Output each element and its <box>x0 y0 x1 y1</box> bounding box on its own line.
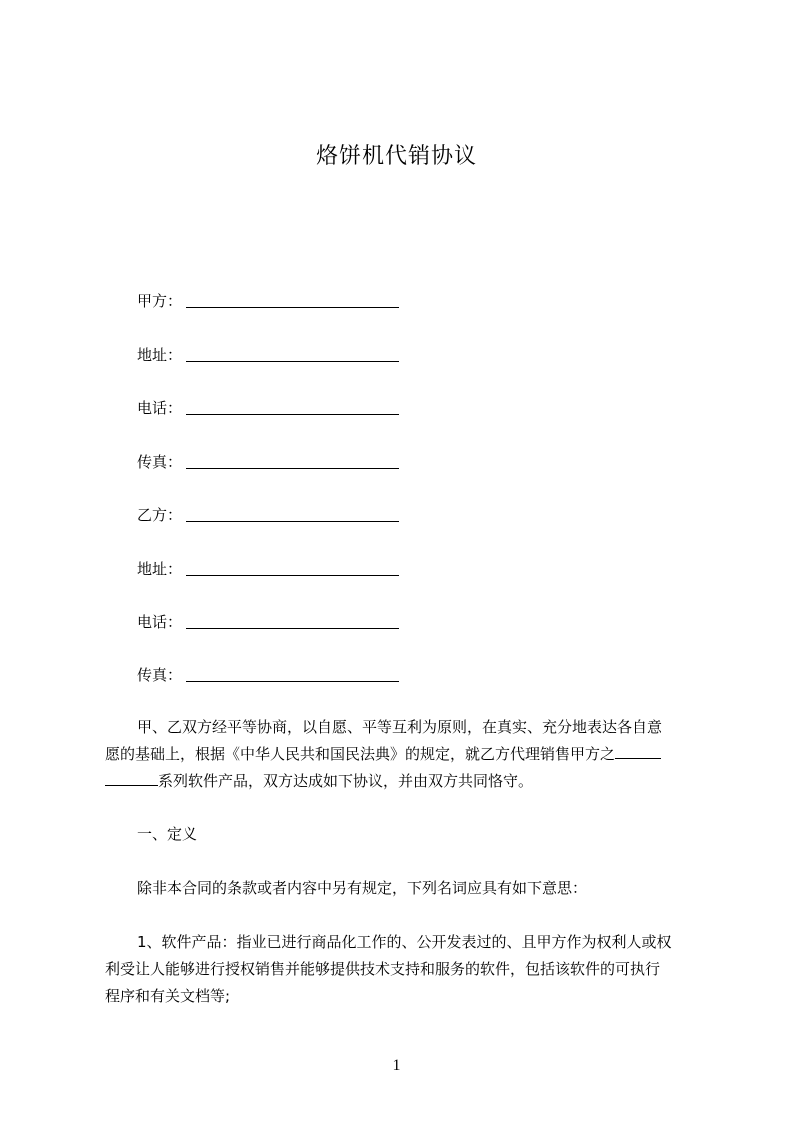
field-label: 地址： <box>137 346 183 364</box>
party-b-phone-field <box>137 612 182 636</box>
fill-in-line <box>186 361 399 362</box>
fill-in-line <box>186 307 399 308</box>
field-label: 电话： <box>137 613 183 631</box>
intro-line-2-text: 愿的基础上，根据《中华人民共和国民法典》的规定，就乙方代理销售甲方之 <box>105 745 616 763</box>
fill-in-line <box>186 681 399 682</box>
party-b-address-field <box>137 559 182 583</box>
party-b-name-field <box>137 505 182 529</box>
fill-in-line <box>186 521 399 522</box>
item1-line-2: 利受让人能够进行授权销售并能够提供技术支持和服务的软件，包括该软件的可执行 <box>105 960 661 978</box>
item1-line-3: 程序和有关文档等; <box>105 987 231 1005</box>
field-label: 传真： <box>137 453 183 471</box>
item1-line-1: 1、软件产品：指业已进行商品化工作的、公开发表过的、且甲方作为权利人或权 <box>137 933 672 951</box>
intro-line-3-text: 系列软件产品，双方达成如下协议，并由双方共同恪守。 <box>158 772 534 790</box>
field-label: 电话： <box>137 399 183 417</box>
section-heading-definitions: 一、定义 <box>137 825 198 843</box>
product-blank-line-cont <box>105 771 158 786</box>
field-label: 传真： <box>137 666 183 684</box>
fill-in-line <box>186 414 399 415</box>
document-title: 烙饼机代销协议 <box>315 144 477 169</box>
fill-in-line <box>186 628 399 629</box>
party-a-fax-field <box>137 452 182 476</box>
party-a-phone-field <box>137 398 182 422</box>
field-label: 地址： <box>137 560 183 578</box>
party-a-address-field <box>137 345 182 369</box>
page-number: 1 <box>392 1057 401 1074</box>
field-label: 乙方： <box>137 506 183 524</box>
intro-line-2 <box>105 744 661 764</box>
fill-in-line <box>186 468 399 469</box>
field-label: 甲方： <box>137 292 183 310</box>
product-blank-line <box>615 744 661 759</box>
fill-in-line <box>186 575 399 576</box>
intro-line-1: 甲、乙双方经平等协商，以自愿、平等互利为原则，在真实、充分地表达各自意 <box>137 718 663 736</box>
party-b-fax-field <box>137 665 182 689</box>
definitions-intro: 除非本合同的条款或者内容中另有规定，下列名词应具有如下意思： <box>137 879 588 897</box>
party-a-name-field <box>137 291 182 315</box>
intro-line-3 <box>105 771 533 791</box>
